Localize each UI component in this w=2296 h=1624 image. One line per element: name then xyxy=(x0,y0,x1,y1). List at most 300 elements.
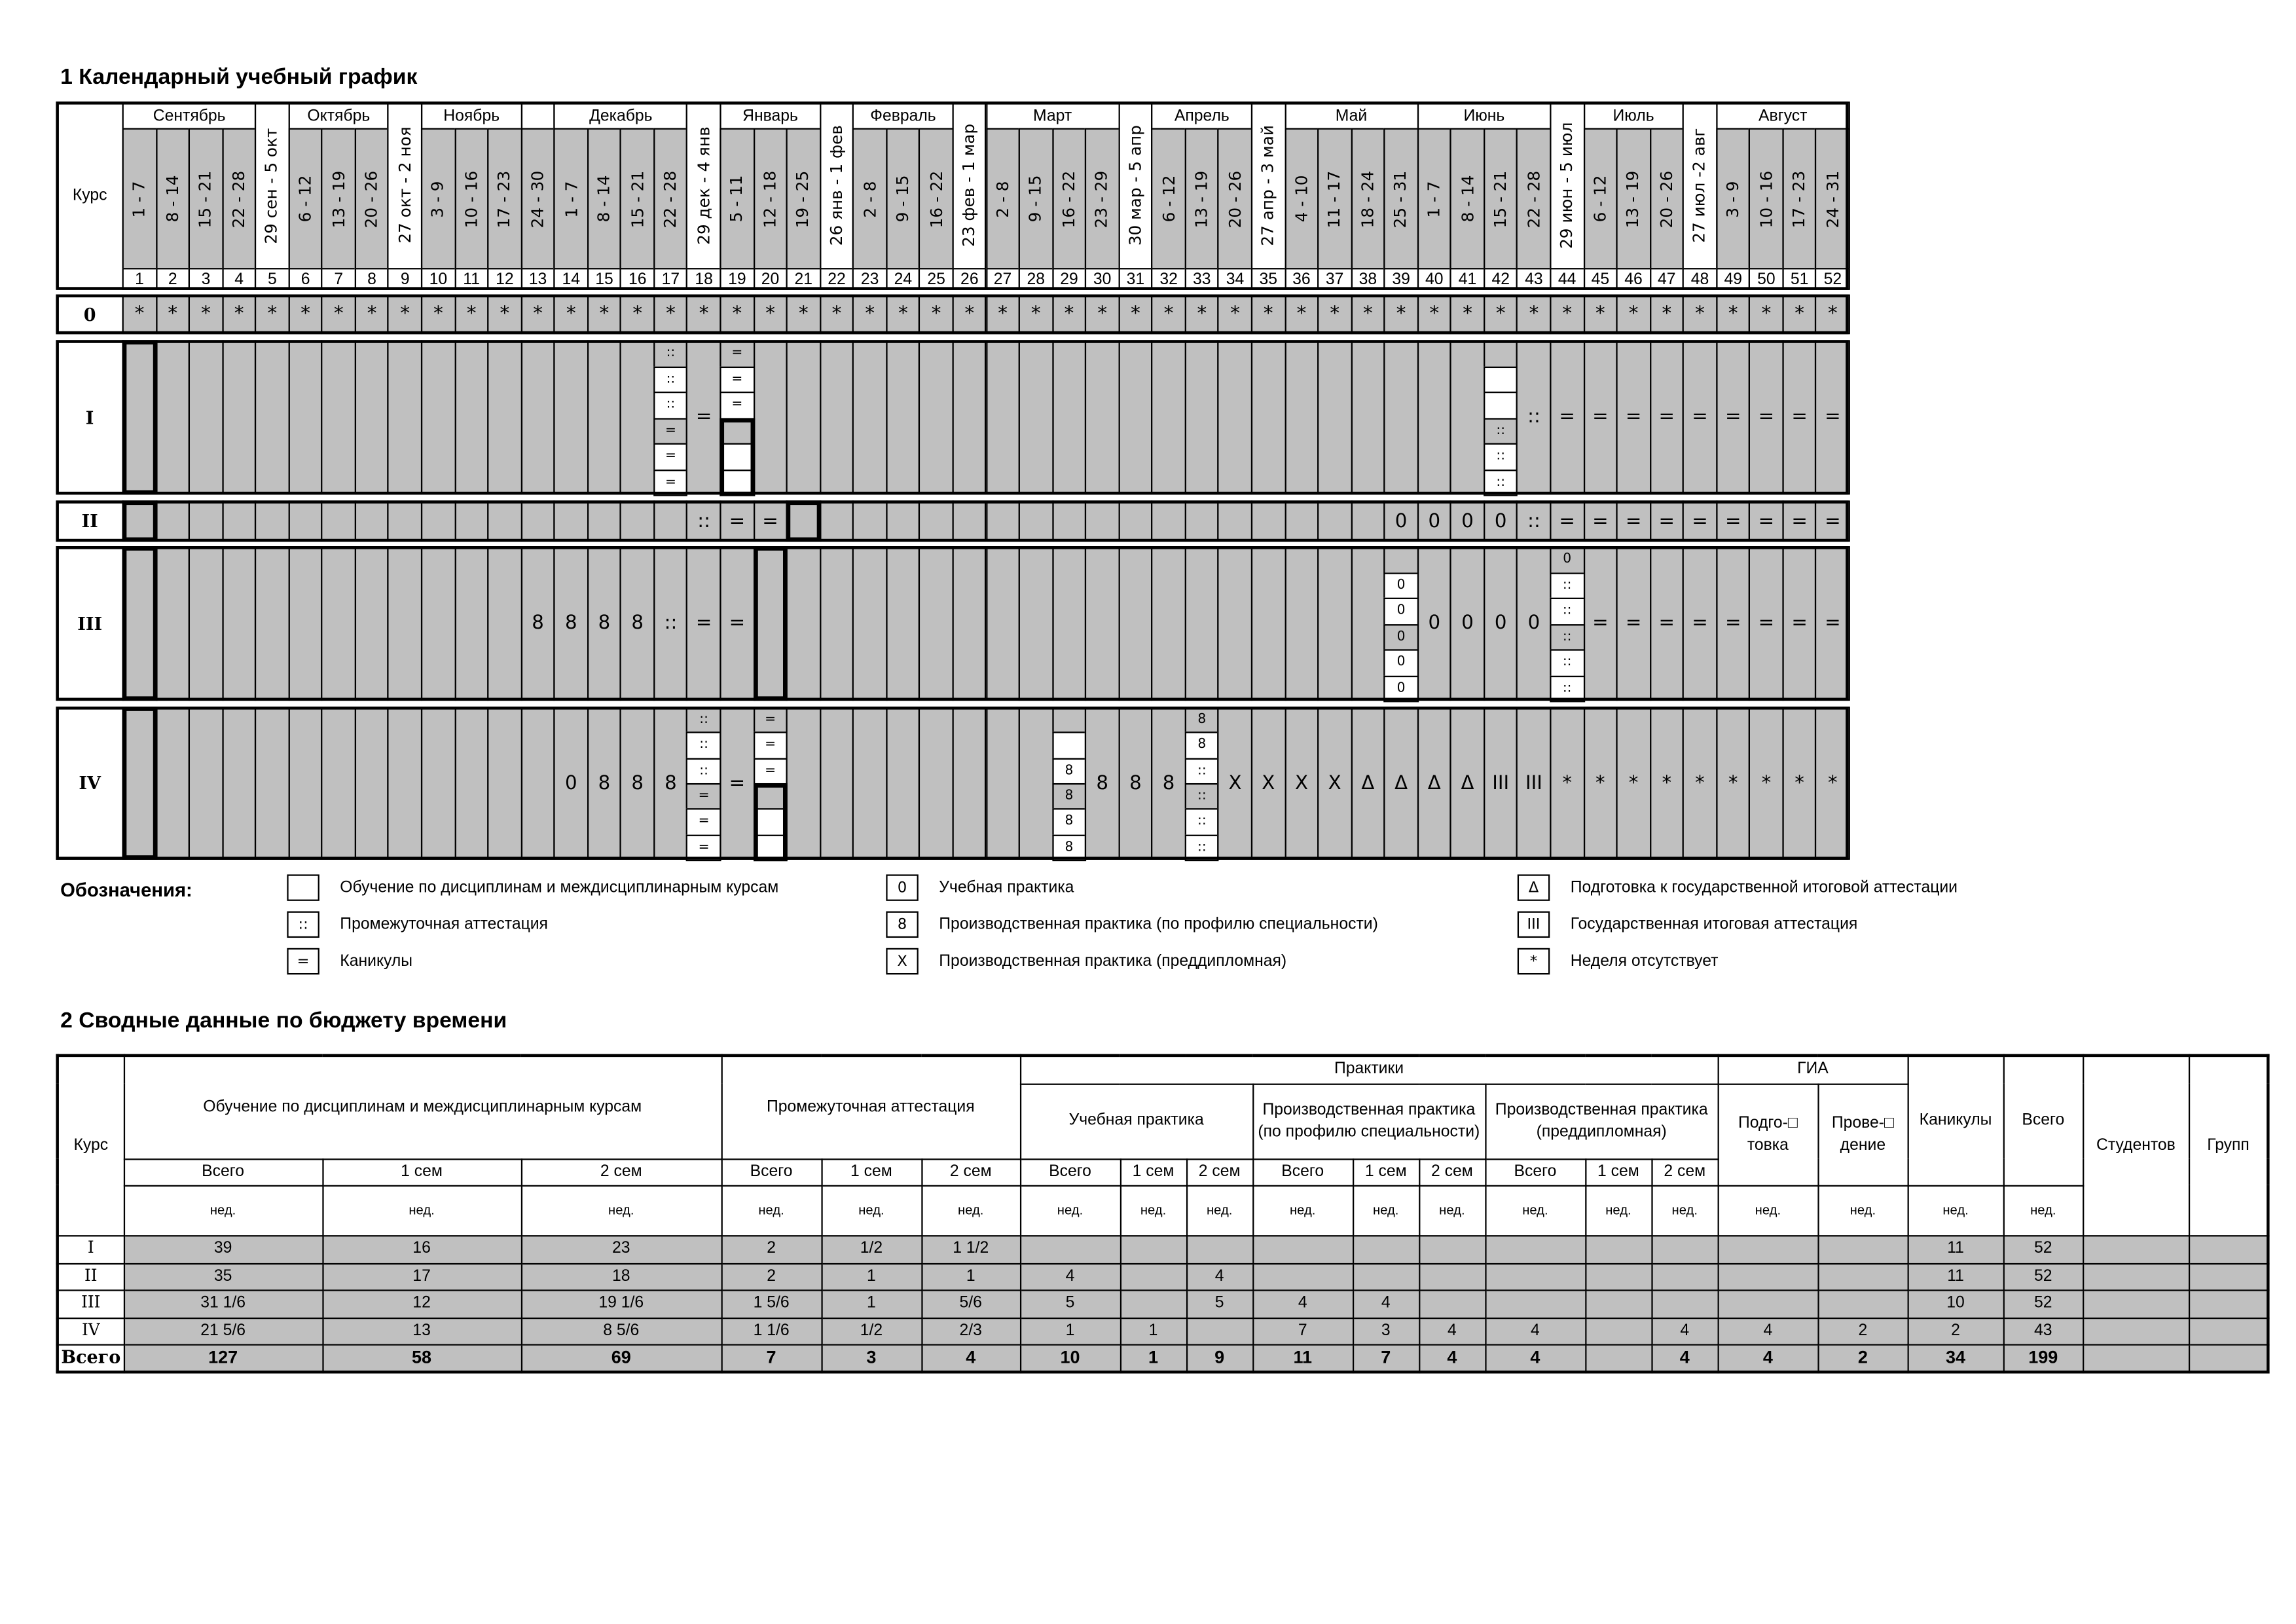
schedule-cell[interactable] xyxy=(985,546,1020,701)
schedule-cell[interactable] xyxy=(1683,707,1717,860)
schedule-cell[interactable] xyxy=(1649,546,1684,701)
schedule-cell[interactable] xyxy=(1649,340,1684,494)
schedule-cell[interactable] xyxy=(753,546,788,701)
schedule-cell[interactable] xyxy=(1782,707,1817,860)
schedule-cell[interactable] xyxy=(820,340,854,494)
schedule-cell[interactable] xyxy=(1484,500,1518,542)
schedule-cell[interactable] xyxy=(1417,707,1451,860)
schedule-cell[interactable] xyxy=(587,500,622,542)
schedule-cell[interactable] xyxy=(1815,340,1850,494)
schedule-cell[interactable] xyxy=(1417,295,1451,335)
schedule-cell[interactable] xyxy=(1085,546,1120,701)
schedule-cell[interactable] xyxy=(687,500,721,542)
schedule-cell[interactable] xyxy=(1649,707,1684,860)
schedule-cell[interactable] xyxy=(1351,707,1385,860)
schedule-cell[interactable] xyxy=(1384,340,1419,494)
schedule-cell[interactable] xyxy=(1019,340,1053,494)
schedule-cell[interactable] xyxy=(1815,500,1850,542)
schedule-subcell[interactable] xyxy=(687,809,721,836)
schedule-cell[interactable] xyxy=(122,500,157,542)
schedule-cell[interactable] xyxy=(1184,295,1219,335)
schedule-cell[interactable] xyxy=(388,500,422,542)
schedule-cell[interactable] xyxy=(1384,500,1419,542)
schedule-cell[interactable] xyxy=(454,546,489,701)
schedule-cell[interactable] xyxy=(388,707,422,860)
schedule-cell[interactable] xyxy=(1815,295,1850,335)
schedule-subcell[interactable] xyxy=(1184,783,1219,810)
schedule-cell[interactable] xyxy=(1749,546,1783,701)
schedule-cell[interactable] xyxy=(1317,340,1352,494)
schedule-cell[interactable] xyxy=(1384,295,1419,335)
schedule-subcell[interactable] xyxy=(753,834,788,861)
schedule-cell[interactable] xyxy=(1516,500,1551,542)
schedule-cell[interactable] xyxy=(852,295,887,335)
schedule-cell[interactable] xyxy=(852,500,887,542)
schedule-cell[interactable] xyxy=(355,546,390,701)
schedule-cell[interactable] xyxy=(1616,500,1651,542)
schedule-cell[interactable] xyxy=(1317,707,1352,860)
schedule-cell[interactable] xyxy=(520,295,555,335)
schedule-cell[interactable] xyxy=(687,295,721,335)
schedule-subcell[interactable] xyxy=(753,758,788,784)
schedule-subcell[interactable] xyxy=(1184,707,1219,733)
schedule-cell[interactable] xyxy=(255,707,289,860)
schedule-subcell[interactable] xyxy=(1550,598,1584,625)
schedule-cell[interactable] xyxy=(321,546,356,701)
schedule-cell[interactable] xyxy=(1450,546,1485,701)
schedule-cell[interactable] xyxy=(786,707,821,860)
schedule-cell[interactable] xyxy=(952,340,987,494)
schedule-subcell[interactable] xyxy=(753,783,788,810)
schedule-cell[interactable] xyxy=(189,295,223,335)
schedule-cell[interactable] xyxy=(288,500,323,542)
schedule-cell[interactable] xyxy=(222,500,257,542)
schedule-cell[interactable] xyxy=(1782,340,1817,494)
schedule-cell[interactable] xyxy=(1285,295,1319,335)
schedule-cell[interactable] xyxy=(1184,500,1219,542)
schedule-cell[interactable] xyxy=(388,546,422,701)
schedule-subcell[interactable] xyxy=(653,366,688,394)
schedule-cell[interactable] xyxy=(1484,546,1518,701)
schedule-cell[interactable] xyxy=(820,546,854,701)
schedule-cell[interactable] xyxy=(1085,295,1120,335)
schedule-cell[interactable] xyxy=(321,500,356,542)
schedule-subcell[interactable] xyxy=(1484,469,1518,496)
schedule-cell[interactable] xyxy=(1118,707,1153,860)
schedule-subcell[interactable] xyxy=(653,469,688,496)
schedule-cell[interactable] xyxy=(1251,546,1286,701)
schedule-subcell[interactable] xyxy=(720,366,754,394)
schedule-cell[interactable] xyxy=(1085,340,1120,494)
schedule-cell[interactable] xyxy=(388,295,422,335)
schedule-cell[interactable] xyxy=(852,707,887,860)
schedule-cell[interactable] xyxy=(1417,500,1451,542)
schedule-subcell[interactable] xyxy=(1550,623,1584,651)
schedule-cell[interactable] xyxy=(1450,707,1485,860)
schedule-subcell[interactable] xyxy=(653,443,688,471)
schedule-subcell[interactable] xyxy=(1052,783,1087,810)
schedule-subcell[interactable] xyxy=(1052,834,1087,861)
schedule-cell[interactable] xyxy=(1649,295,1684,335)
schedule-cell[interactable] xyxy=(189,500,223,542)
schedule-subcell[interactable] xyxy=(687,707,721,733)
schedule-cell[interactable] xyxy=(1285,500,1319,542)
schedule-cell[interactable] xyxy=(1118,340,1153,494)
schedule-cell[interactable] xyxy=(786,500,821,542)
schedule-cell[interactable] xyxy=(1550,295,1584,335)
schedule-cell[interactable] xyxy=(321,707,356,860)
schedule-cell[interactable] xyxy=(1218,340,1252,494)
schedule-cell[interactable] xyxy=(1351,295,1385,335)
schedule-subcell[interactable] xyxy=(1052,809,1087,836)
schedule-subcell[interactable] xyxy=(1384,546,1419,574)
schedule-cell[interactable] xyxy=(255,546,289,701)
schedule-cell[interactable] xyxy=(886,500,920,542)
schedule-cell[interactable] xyxy=(487,295,522,335)
schedule-cell[interactable] xyxy=(1251,295,1286,335)
schedule-cell[interactable] xyxy=(587,340,622,494)
schedule-cell[interactable] xyxy=(454,340,489,494)
schedule-cell[interactable] xyxy=(952,500,987,542)
schedule-cell[interactable] xyxy=(1152,500,1186,542)
schedule-cell[interactable] xyxy=(1251,500,1286,542)
schedule-cell[interactable] xyxy=(1152,546,1186,701)
schedule-cell[interactable] xyxy=(1118,500,1153,542)
schedule-cell[interactable] xyxy=(753,500,788,542)
schedule-subcell[interactable] xyxy=(1052,732,1087,759)
schedule-cell[interactable] xyxy=(952,707,987,860)
schedule-cell[interactable] xyxy=(1052,295,1087,335)
schedule-cell[interactable] xyxy=(155,546,190,701)
schedule-subcell[interactable] xyxy=(1484,340,1518,367)
schedule-cell[interactable] xyxy=(1749,295,1783,335)
schedule-cell[interactable] xyxy=(587,707,622,860)
schedule-cell[interactable] xyxy=(1649,500,1684,542)
schedule-cell[interactable] xyxy=(985,295,1020,335)
schedule-cell[interactable] xyxy=(288,546,323,701)
schedule-cell[interactable] xyxy=(1683,295,1717,335)
schedule-cell[interactable] xyxy=(1450,500,1485,542)
schedule-cell[interactable] xyxy=(554,295,589,335)
schedule-cell[interactable] xyxy=(1616,707,1651,860)
schedule-cell[interactable] xyxy=(355,500,390,542)
schedule-subcell[interactable] xyxy=(1184,758,1219,784)
schedule-subcell[interactable] xyxy=(1484,443,1518,471)
schedule-cell[interactable] xyxy=(487,707,522,860)
schedule-subcell[interactable] xyxy=(1484,392,1518,419)
schedule-cell[interactable] xyxy=(587,295,622,335)
schedule-cell[interactable] xyxy=(1351,340,1385,494)
schedule-cell[interactable] xyxy=(1351,546,1385,701)
schedule-cell[interactable] xyxy=(1218,500,1252,542)
schedule-cell[interactable] xyxy=(620,295,655,335)
schedule-subcell[interactable] xyxy=(720,417,754,445)
schedule-cell[interactable] xyxy=(1118,546,1153,701)
schedule-cell[interactable] xyxy=(919,500,954,542)
schedule-subcell[interactable] xyxy=(1184,732,1219,759)
schedule-subcell[interactable] xyxy=(653,340,688,367)
schedule-cell[interactable] xyxy=(155,340,190,494)
schedule-cell[interactable] xyxy=(720,295,754,335)
schedule-cell[interactable] xyxy=(919,340,954,494)
schedule-cell[interactable] xyxy=(122,295,157,335)
schedule-cell[interactable] xyxy=(222,340,257,494)
schedule-cell[interactable] xyxy=(1152,340,1186,494)
schedule-cell[interactable] xyxy=(255,500,289,542)
schedule-cell[interactable] xyxy=(122,340,157,494)
schedule-cell[interactable] xyxy=(1019,500,1053,542)
schedule-cell[interactable] xyxy=(1019,707,1053,860)
schedule-cell[interactable] xyxy=(1583,500,1618,542)
schedule-subcell[interactable] xyxy=(1550,649,1584,676)
schedule-cell[interactable] xyxy=(1749,500,1783,542)
schedule-cell[interactable] xyxy=(288,295,323,335)
schedule-cell[interactable] xyxy=(1285,340,1319,494)
schedule-cell[interactable] xyxy=(1716,500,1751,542)
schedule-cell[interactable] xyxy=(155,295,190,335)
schedule-subcell[interactable] xyxy=(1184,809,1219,836)
schedule-subcell[interactable] xyxy=(1184,834,1219,861)
schedule-cell[interactable] xyxy=(1317,500,1352,542)
schedule-subcell[interactable] xyxy=(653,392,688,419)
schedule-cell[interactable] xyxy=(653,546,688,701)
schedule-cell[interactable] xyxy=(1516,295,1551,335)
schedule-cell[interactable] xyxy=(1019,295,1053,335)
schedule-cell[interactable] xyxy=(255,295,289,335)
schedule-cell[interactable] xyxy=(753,295,788,335)
schedule-cell[interactable] xyxy=(554,500,589,542)
schedule-cell[interactable] xyxy=(222,295,257,335)
schedule-cell[interactable] xyxy=(1583,295,1618,335)
schedule-cell[interactable] xyxy=(919,707,954,860)
schedule-cell[interactable] xyxy=(1285,546,1319,701)
schedule-cell[interactable] xyxy=(421,500,456,542)
schedule-cell[interactable] xyxy=(1716,340,1751,494)
schedule-subcell[interactable] xyxy=(687,783,721,810)
schedule-cell[interactable] xyxy=(155,500,190,542)
schedule-subcell[interactable] xyxy=(687,758,721,784)
schedule-subcell[interactable] xyxy=(753,707,788,733)
schedule-cell[interactable] xyxy=(952,546,987,701)
schedule-subcell[interactable] xyxy=(1384,649,1419,676)
schedule-cell[interactable] xyxy=(1152,295,1186,335)
schedule-cell[interactable] xyxy=(886,707,920,860)
schedule-cell[interactable] xyxy=(653,707,688,860)
schedule-cell[interactable] xyxy=(1085,500,1120,542)
schedule-cell[interactable] xyxy=(1815,707,1850,860)
schedule-cell[interactable] xyxy=(1218,707,1252,860)
schedule-cell[interactable] xyxy=(189,707,223,860)
schedule-cell[interactable] xyxy=(653,295,688,335)
schedule-cell[interactable] xyxy=(820,295,854,335)
schedule-cell[interactable] xyxy=(122,546,157,701)
schedule-cell[interactable] xyxy=(222,546,257,701)
schedule-subcell[interactable] xyxy=(1550,572,1584,599)
schedule-cell[interactable] xyxy=(355,340,390,494)
schedule-cell[interactable] xyxy=(919,546,954,701)
schedule-cell[interactable] xyxy=(1384,707,1419,860)
schedule-cell[interactable] xyxy=(288,707,323,860)
schedule-cell[interactable] xyxy=(985,707,1020,860)
schedule-subcell[interactable] xyxy=(1384,623,1419,651)
schedule-cell[interactable] xyxy=(720,546,754,701)
schedule-cell[interactable] xyxy=(520,546,555,701)
schedule-cell[interactable] xyxy=(321,340,356,494)
schedule-cell[interactable] xyxy=(1218,546,1252,701)
schedule-cell[interactable] xyxy=(1317,295,1352,335)
schedule-cell[interactable] xyxy=(1052,546,1087,701)
schedule-subcell[interactable] xyxy=(687,732,721,759)
schedule-subcell[interactable] xyxy=(653,417,688,445)
schedule-cell[interactable] xyxy=(520,707,555,860)
schedule-cell[interactable] xyxy=(720,707,754,860)
schedule-cell[interactable] xyxy=(720,500,754,542)
schedule-subcell[interactable] xyxy=(687,834,721,861)
schedule-cell[interactable] xyxy=(587,546,622,701)
schedule-subcell[interactable] xyxy=(1550,675,1584,703)
schedule-cell[interactable] xyxy=(1317,546,1352,701)
schedule-cell[interactable] xyxy=(886,546,920,701)
schedule-cell[interactable] xyxy=(620,500,655,542)
schedule-cell[interactable] xyxy=(985,500,1020,542)
schedule-cell[interactable] xyxy=(454,295,489,335)
schedule-cell[interactable] xyxy=(919,295,954,335)
schedule-cell[interactable] xyxy=(1683,546,1717,701)
schedule-subcell[interactable] xyxy=(1384,598,1419,625)
schedule-subcell[interactable] xyxy=(1052,758,1087,784)
schedule-cell[interactable] xyxy=(620,340,655,494)
schedule-cell[interactable] xyxy=(1782,500,1817,542)
schedule-cell[interactable] xyxy=(1516,707,1551,860)
schedule-cell[interactable] xyxy=(1716,707,1751,860)
schedule-cell[interactable] xyxy=(1782,295,1817,335)
schedule-cell[interactable] xyxy=(355,295,390,335)
schedule-cell[interactable] xyxy=(1683,500,1717,542)
schedule-cell[interactable] xyxy=(620,546,655,701)
schedule-cell[interactable] xyxy=(520,500,555,542)
schedule-cell[interactable] xyxy=(355,707,390,860)
schedule-subcell[interactable] xyxy=(720,469,754,496)
schedule-cell[interactable] xyxy=(1450,340,1485,494)
schedule-cell[interactable] xyxy=(786,295,821,335)
schedule-cell[interactable] xyxy=(454,707,489,860)
schedule-cell[interactable] xyxy=(886,295,920,335)
schedule-cell[interactable] xyxy=(1616,340,1651,494)
schedule-cell[interactable] xyxy=(1251,707,1286,860)
schedule-subcell[interactable] xyxy=(753,809,788,836)
schedule-subcell[interactable] xyxy=(1384,675,1419,703)
schedule-cell[interactable] xyxy=(189,546,223,701)
schedule-cell[interactable] xyxy=(1683,340,1717,494)
schedule-cell[interactable] xyxy=(753,340,788,494)
schedule-cell[interactable] xyxy=(1550,500,1584,542)
schedule-cell[interactable] xyxy=(554,340,589,494)
schedule-subcell[interactable] xyxy=(720,443,754,471)
schedule-subcell[interactable] xyxy=(1052,707,1087,733)
schedule-cell[interactable] xyxy=(1184,546,1219,701)
schedule-cell[interactable] xyxy=(1550,340,1584,494)
schedule-cell[interactable] xyxy=(1417,546,1451,701)
schedule-cell[interactable] xyxy=(786,340,821,494)
schedule-cell[interactable] xyxy=(1085,707,1120,860)
schedule-cell[interactable] xyxy=(554,707,589,860)
schedule-cell[interactable] xyxy=(487,546,522,701)
schedule-subcell[interactable] xyxy=(720,340,754,367)
schedule-cell[interactable] xyxy=(1251,340,1286,494)
schedule-cell[interactable] xyxy=(687,340,721,494)
schedule-cell[interactable] xyxy=(1052,340,1087,494)
schedule-cell[interactable] xyxy=(1716,546,1751,701)
schedule-cell[interactable] xyxy=(786,546,821,701)
schedule-cell[interactable] xyxy=(820,500,854,542)
schedule-cell[interactable] xyxy=(520,340,555,494)
schedule-cell[interactable] xyxy=(255,340,289,494)
schedule-cell[interactable] xyxy=(1019,546,1053,701)
schedule-subcell[interactable] xyxy=(1384,572,1419,599)
schedule-subcell[interactable] xyxy=(1550,546,1584,574)
schedule-cell[interactable] xyxy=(985,340,1020,494)
schedule-cell[interactable] xyxy=(421,340,456,494)
schedule-subcell[interactable] xyxy=(1484,366,1518,394)
schedule-subcell[interactable] xyxy=(1484,417,1518,445)
schedule-cell[interactable] xyxy=(1583,340,1618,494)
schedule-cell[interactable] xyxy=(1417,340,1451,494)
schedule-cell[interactable] xyxy=(1815,546,1850,701)
schedule-cell[interactable] xyxy=(487,500,522,542)
schedule-cell[interactable] xyxy=(421,707,456,860)
schedule-cell[interactable] xyxy=(653,500,688,542)
schedule-cell[interactable] xyxy=(1516,340,1551,494)
schedule-cell[interactable] xyxy=(1450,295,1485,335)
schedule-cell[interactable] xyxy=(886,340,920,494)
schedule-cell[interactable] xyxy=(222,707,257,860)
schedule-cell[interactable] xyxy=(1782,546,1817,701)
schedule-cell[interactable] xyxy=(288,340,323,494)
schedule-cell[interactable] xyxy=(321,295,356,335)
schedule-cell[interactable] xyxy=(454,500,489,542)
schedule-cell[interactable] xyxy=(189,340,223,494)
schedule-cell[interactable] xyxy=(388,340,422,494)
schedule-cell[interactable] xyxy=(1118,295,1153,335)
schedule-cell[interactable] xyxy=(421,546,456,701)
schedule-cell[interactable] xyxy=(1285,707,1319,860)
schedule-cell[interactable] xyxy=(1616,295,1651,335)
schedule-cell[interactable] xyxy=(1218,295,1252,335)
schedule-cell[interactable] xyxy=(421,295,456,335)
schedule-cell[interactable] xyxy=(1184,340,1219,494)
schedule-cell[interactable] xyxy=(1616,546,1651,701)
schedule-cell[interactable] xyxy=(554,546,589,701)
schedule-cell[interactable] xyxy=(620,707,655,860)
schedule-cell[interactable] xyxy=(487,340,522,494)
schedule-cell[interactable] xyxy=(122,707,157,860)
schedule-cell[interactable] xyxy=(852,340,887,494)
schedule-subcell[interactable] xyxy=(753,732,788,759)
schedule-cell[interactable] xyxy=(1351,500,1385,542)
schedule-cell[interactable] xyxy=(820,707,854,860)
schedule-cell[interactable] xyxy=(1484,295,1518,335)
schedule-cell[interactable] xyxy=(155,707,190,860)
schedule-cell[interactable] xyxy=(852,546,887,701)
schedule-cell[interactable] xyxy=(1716,295,1751,335)
schedule-cell[interactable] xyxy=(1550,707,1584,860)
schedule-subcell[interactable] xyxy=(720,392,754,419)
schedule-cell[interactable] xyxy=(1583,707,1618,860)
schedule-cell[interactable] xyxy=(1152,707,1186,860)
schedule-cell[interactable] xyxy=(1516,546,1551,701)
schedule-cell[interactable] xyxy=(1749,707,1783,860)
schedule-cell[interactable] xyxy=(1052,500,1087,542)
